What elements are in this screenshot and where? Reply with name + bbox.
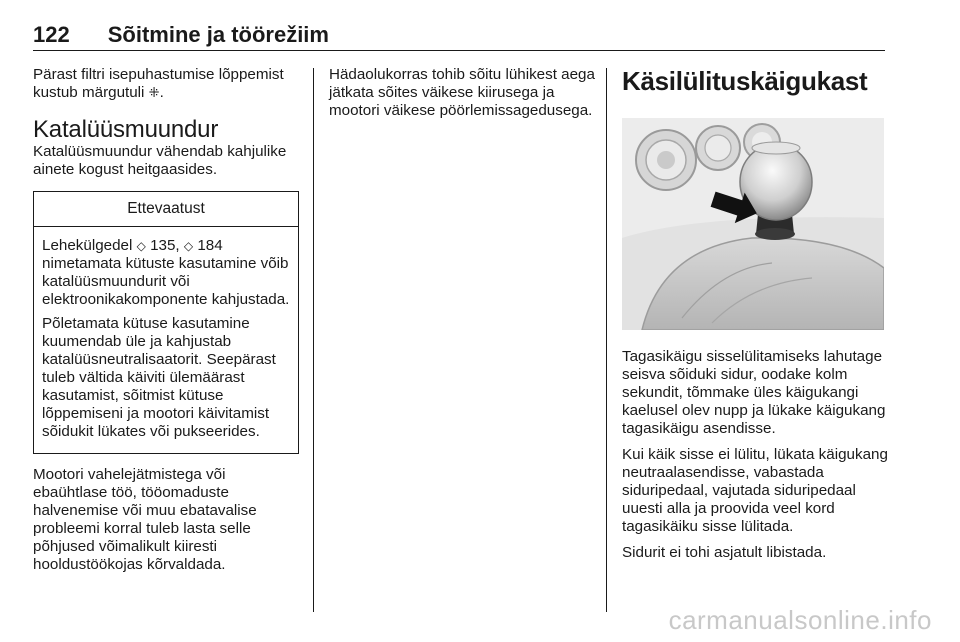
closing-paragraph: Mootori vahelejätmistega või ebaühtlase töö, tööomaduste halvenemise või muu ebatavalise probleemi korral tuleb lasta selle põhjused võimalikult kiiresti hooldustöökojas kõrvaldada. xyxy=(33,466,257,573)
column-right xyxy=(622,66,888,570)
caution-body xyxy=(34,227,298,453)
reverse-gear-paragraph: Tagasikäigu sisselülitamiseks lahutage seisva sõiduki sidur, oodake kolm sekundit, tõmmake üles käigukangi kaelusel olev nupp ja lükake käigukang tagasikäigu asendisse. xyxy=(622,348,886,437)
column-divider xyxy=(313,68,314,612)
caution-box xyxy=(33,191,299,454)
page-ref-link[interactable]: 184 xyxy=(197,237,223,254)
gear-lever-image xyxy=(622,118,884,330)
section-title-manual-gearbox: Käsilülituskäigukast xyxy=(622,66,868,96)
caution-title: Ettevaatust xyxy=(34,192,298,227)
section-title-catalytic: Katalüüsmuundur xyxy=(33,116,219,143)
column-divider xyxy=(606,68,607,612)
clutch-paragraph: Sidurit ei tohi asjatult libistada. xyxy=(622,544,827,561)
page-ref-arrow-icon: ◇ xyxy=(136,239,146,253)
chapter-title: Sõitmine ja töörežiim xyxy=(107,22,329,47)
caution-paragraph-2: Põletamata kütuse kasutamine kuumendab üle ja kahjustab katalüüsneutralisaatorit. Seepärast tuleb vältida käiviti ülemäärast kasutamist, sõitmist kütuse lõppemiseni ja mootori käivitamist sõidukit lükates või pukseerides. xyxy=(42,315,276,440)
page-header xyxy=(33,22,885,51)
page-ref-arrow-icon: ◇ xyxy=(183,239,194,253)
gear-not-engaged-paragraph: Kui käik sisse ei lülitu, lükata käigukang neutraalasendisse, vabastada siduripedaal, vajutada siduripedaal uuesti alla ja proovida veel kord tagasikäiku sisse lülitada. xyxy=(622,446,888,535)
gear-lever-illustration xyxy=(622,118,884,330)
emergency-paragraph: Hädaolukorras tohib sõitu lühikest aega jätkata sõites väikese kiirusega ja mootori väikese pöörlemissagedusega. xyxy=(329,66,595,119)
filter-indicator-icon: ⁜ xyxy=(148,86,160,101)
section-paragraph: Katalüüsmuundur vähendab kahjulike ainete kogust heitgaasides. xyxy=(33,143,287,178)
caution-paragraph-1: Lehekülgedel ◇ 135, ◇ 184 nimetamata kütuste kasutamine võib katalüüsmuundurit või elektroonikakomponente kahjustada. xyxy=(42,237,290,308)
column-middle xyxy=(329,66,595,128)
page-ref-link[interactable]: 135, xyxy=(150,237,180,254)
watermark: carmanualsonline.info xyxy=(668,605,932,635)
page-number: 122 xyxy=(33,22,70,47)
column-left xyxy=(33,66,299,582)
intro-paragraph: Pärast filtri isepuhastumise lõppemist kustub märgutuli ⁜. xyxy=(33,66,284,101)
